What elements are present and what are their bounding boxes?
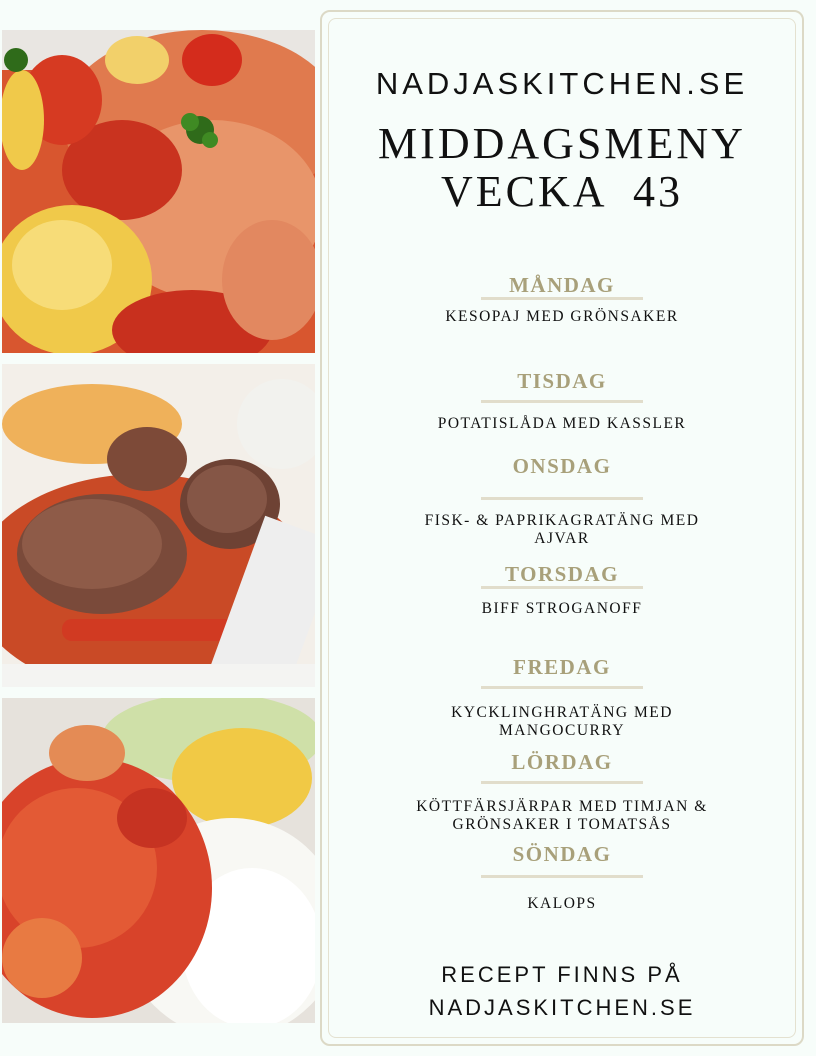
day-saturday [320, 750, 804, 834]
day-name: MÅNDAG [509, 273, 615, 297]
footer [320, 958, 804, 1024]
menu-title-line2: VECKA 43 [440, 167, 684, 216]
dish: KESOPAJ MED GRÖNSAKER [445, 308, 679, 325]
dish: FISK- & PAPRIKAGRATÄNG MED AJVAR [424, 512, 700, 547]
dish: KÖTTFÄRSJÄRPAR MED TIMJAN & GRÖNSAKER I TOMATSÅS [416, 798, 708, 833]
footer-line1: RECEPT FINNS PÅ [441, 962, 683, 987]
divider [481, 297, 643, 300]
food-photo-curry-rice [2, 698, 315, 1023]
dish: BIFF STROGANOFF [481, 600, 643, 617]
dish: KYCKLINGHRATÄNG MED MANGOCURRY [451, 704, 673, 739]
menu-content [320, 0, 804, 1056]
food-photo-patties [2, 364, 315, 687]
day-name: LÖRDAG [511, 750, 613, 774]
site-title: NADJASKITCHEN.SE [375, 66, 749, 101]
divider [481, 875, 643, 878]
divider [481, 497, 643, 500]
menu-title [320, 120, 804, 216]
food-photo-stew [2, 30, 315, 353]
menu-title-line1: MIDDAGSMENY [378, 119, 746, 168]
day-wednesday [320, 454, 804, 548]
day-name: TORSDAG [505, 562, 619, 586]
day-tuesday [320, 369, 804, 433]
dish: POTATISLÅDA MED KASSLER [437, 415, 687, 432]
footer-line2: NADJASKITCHEN.SE [428, 995, 696, 1020]
day-name: ONSDAG [512, 454, 612, 478]
day-monday [320, 273, 804, 326]
divider [481, 686, 643, 689]
divider [481, 781, 643, 784]
dish: KALOPS [527, 895, 597, 912]
divider [481, 400, 643, 403]
day-name: TISDAG [517, 369, 607, 393]
divider [481, 586, 643, 589]
day-friday [320, 655, 804, 740]
day-name: SÖNDAG [512, 842, 612, 866]
day-thursday [320, 562, 804, 618]
day-sunday [320, 842, 804, 913]
day-name: FREDAG [513, 655, 611, 679]
